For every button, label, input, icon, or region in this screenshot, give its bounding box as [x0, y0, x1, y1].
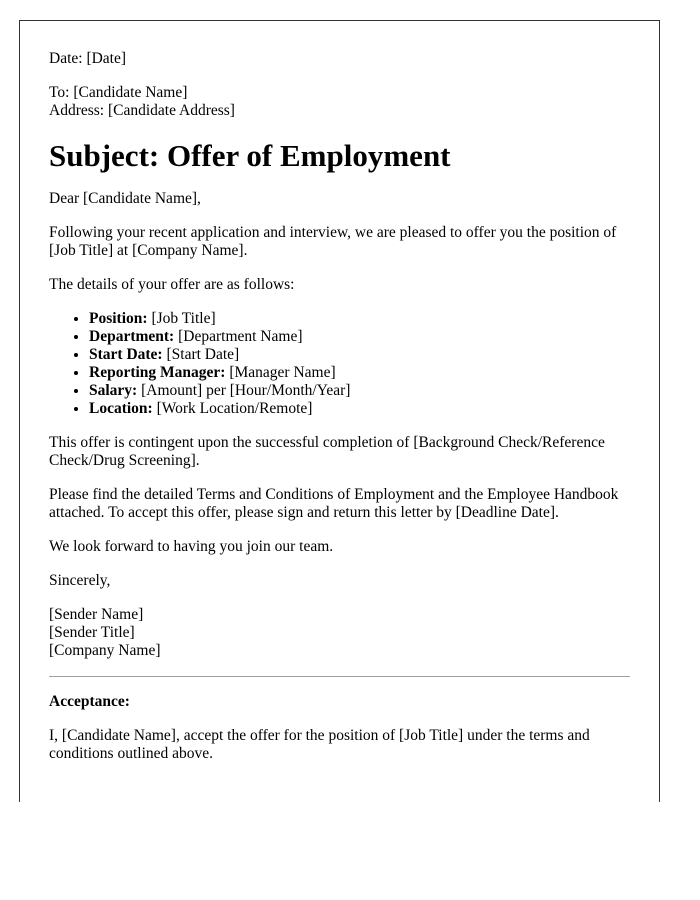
- detail-label: Location:: [89, 400, 153, 417]
- sign-off: Sincerely,: [49, 572, 111, 589]
- offer-details-list: [49, 310, 630, 418]
- detail-value: [Amount] per [Hour/Month/Year]: [137, 382, 351, 399]
- subject-heading: Subject: Offer of Employment: [49, 138, 451, 173]
- detail-item-start-date: [89, 346, 630, 364]
- detail-item-department: [89, 328, 630, 346]
- detail-label: Start Date:: [89, 346, 163, 363]
- detail-label: Department:: [89, 328, 175, 345]
- recipient-address-line: Address: [Candidate Address]: [49, 102, 235, 119]
- sender-name: [Sender Name]: [49, 606, 144, 623]
- detail-item-salary: [89, 382, 630, 400]
- sender-title: [Sender Title]: [49, 624, 135, 641]
- recipient-name-line: To: [Candidate Name]: [49, 84, 188, 101]
- intro-paragraph: Following your recent application and interview, we are pleased to offer you the position of [Job Title] at [Company Name].: [49, 224, 617, 259]
- detail-value: [Work Location/Remote]: [152, 400, 313, 417]
- detail-label: Reporting Manager:: [89, 364, 226, 381]
- detail-value: [Department Name]: [174, 328, 303, 345]
- letter-page: [19, 20, 660, 802]
- acceptance-text: I, [Candidate Name], accept the offer for the position of [Job Title] under the terms and conditions outlined above.: [49, 727, 590, 762]
- detail-label: Position:: [89, 310, 148, 327]
- contingency-paragraph: This offer is contingent upon the successful completion of [Background Check/Reference Check/Drug Screening].: [49, 434, 605, 469]
- detail-item-reporting-manager: [89, 364, 630, 382]
- detail-item-position: [89, 310, 630, 328]
- detail-item-location: [89, 400, 630, 418]
- terms-paragraph: Please find the detailed Terms and Conditions of Employment and the Employee Handbook attached. To accept this offer, please sign and return this letter by [Deadline Date].: [49, 486, 619, 521]
- closing-paragraph: We look forward to having you join our team.: [49, 538, 334, 555]
- detail-value: [Job Title]: [147, 310, 216, 327]
- detail-value: [Start Date]: [162, 346, 240, 363]
- recipient-block: [49, 84, 630, 120]
- detail-value: [Manager Name]: [225, 364, 336, 381]
- sender-company: [Company Name]: [49, 642, 161, 659]
- detail-label: Salary:: [89, 382, 138, 399]
- signature-block: [49, 606, 630, 660]
- acceptance-heading: Acceptance:: [49, 693, 130, 710]
- date-line: Date: [Date]: [49, 50, 127, 67]
- salutation: Dear [Candidate Name],: [49, 190, 201, 207]
- acceptance-divider: [49, 676, 630, 677]
- details-intro: The details of your offer are as follows:: [49, 276, 295, 293]
